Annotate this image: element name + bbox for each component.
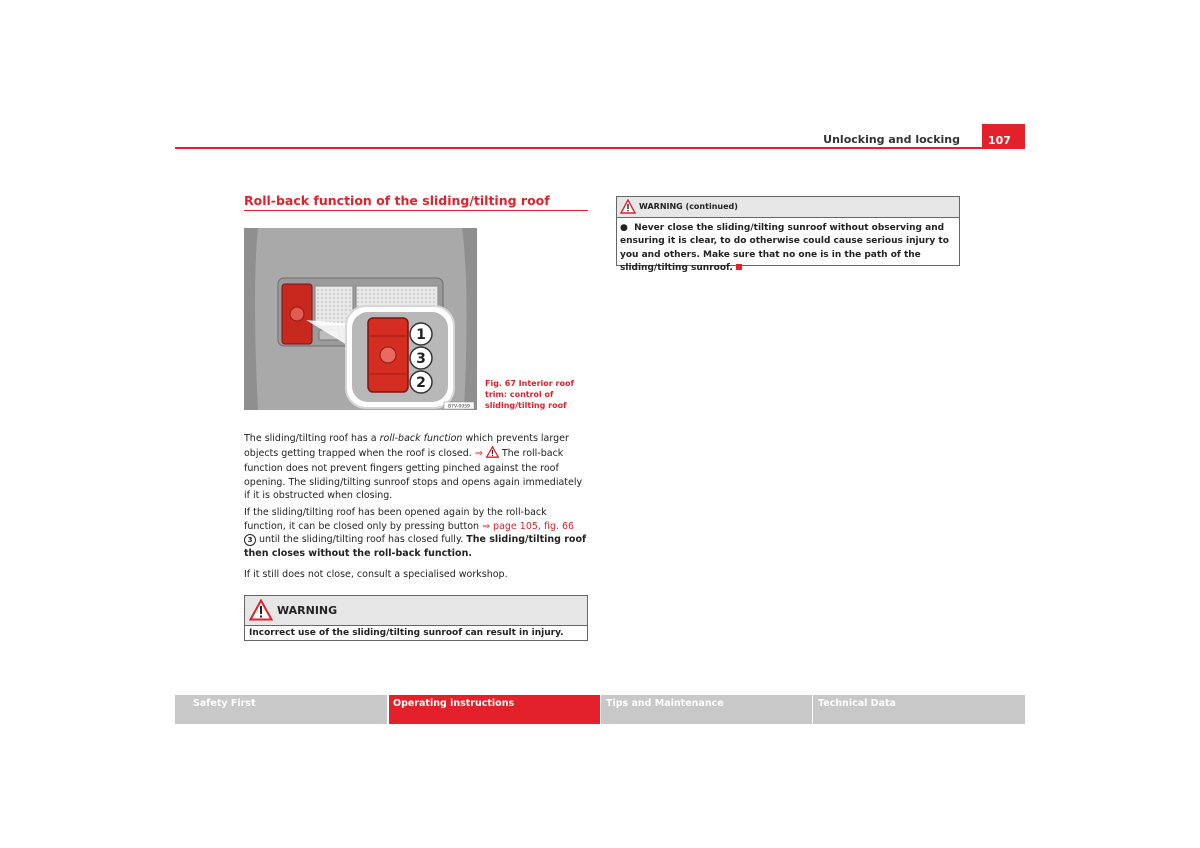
- paragraph-close-button: [244, 506, 589, 560]
- p2-text-a: If the sliding/tilting roof has been opened again by the roll-back function, it can be closed only by pressing button: [244, 507, 547, 532]
- figure-code: B7V-0059: [448, 404, 470, 410]
- warning-continued-header: [617, 197, 959, 218]
- header-rule: [175, 147, 1025, 149]
- page-105-link[interactable]: ⇒ page 105, fig. 66: [482, 520, 575, 532]
- warning-header: [245, 596, 587, 626]
- page-number: 107: [982, 124, 1025, 149]
- chapter-title: Unlocking and locking: [823, 133, 960, 146]
- bullet: ●: [620, 223, 628, 233]
- warning-triangle-icon: [249, 599, 273, 625]
- figure-caption: Fig. 67 Interior roof trim: control of sliding/tilting roof: [485, 379, 574, 410]
- callout-1: 1: [416, 327, 426, 343]
- warning-box: [244, 595, 588, 641]
- callout-2: 2: [416, 375, 426, 391]
- roof-control-figure: [244, 228, 477, 410]
- warning-continued-text: [617, 218, 959, 276]
- warning-text: Incorrect use of the sliding/tilting sunroof can result in injury.: [249, 628, 564, 638]
- p1-text-a: The sliding/tilting roof has a: [244, 433, 380, 444]
- warning-continued-label: WARNING (continued): [639, 202, 738, 211]
- warning-continued-body: Never close the sliding/tilting sunroof without observing and ensuring it is clear, to do otherwise could cause serious injury to you and others. Make sure that no one is in the path of the sliding/tilting sunroof.: [620, 223, 949, 274]
- end-marker: [736, 264, 742, 270]
- warning-ref-arrow[interactable]: ⇒: [474, 447, 483, 459]
- paragraph-workshop: If it still does not close, consult a specialised workshop.: [244, 569, 508, 580]
- paragraph-rollback: [244, 432, 589, 503]
- warning-label: WARNING: [277, 604, 338, 617]
- p1-text-c: The roll-back function does not prevent fingers getting pinched against the roof opening. The sliding/tilting sunroof stops and opens again immediately if it is obstructed when closing.: [244, 447, 583, 502]
- button-3-marker: 3: [244, 534, 256, 546]
- footer-nav: [175, 695, 1025, 724]
- warning-continued-box: [616, 196, 960, 274]
- p1-text-b: which prevents larger objects getting trapped when the roof is closed.: [244, 433, 569, 459]
- p1-italic: roll-back function: [379, 433, 463, 444]
- p2-bold: The sliding/tilting roof then closes without the roll-back function.: [244, 534, 587, 559]
- section-title: Roll-back function of the sliding/tilting roof: [244, 193, 588, 211]
- p2-text-b: until the sliding/tilting roof has closed fully.: [256, 534, 467, 546]
- tab-safety-first[interactable]: Safety First: [175, 695, 387, 724]
- warning-triangle-icon: [486, 446, 499, 463]
- tab-tips-and-maintenance[interactable]: Tips and Maintenance: [601, 695, 812, 724]
- roof-control-illustration: [244, 228, 477, 410]
- warning-triangle-icon: [620, 199, 636, 218]
- tab-operating-instructions[interactable]: Operating instructions: [389, 695, 600, 724]
- tab-technical-data[interactable]: Technical Data: [813, 695, 1025, 724]
- callout-3: 3: [416, 351, 426, 367]
